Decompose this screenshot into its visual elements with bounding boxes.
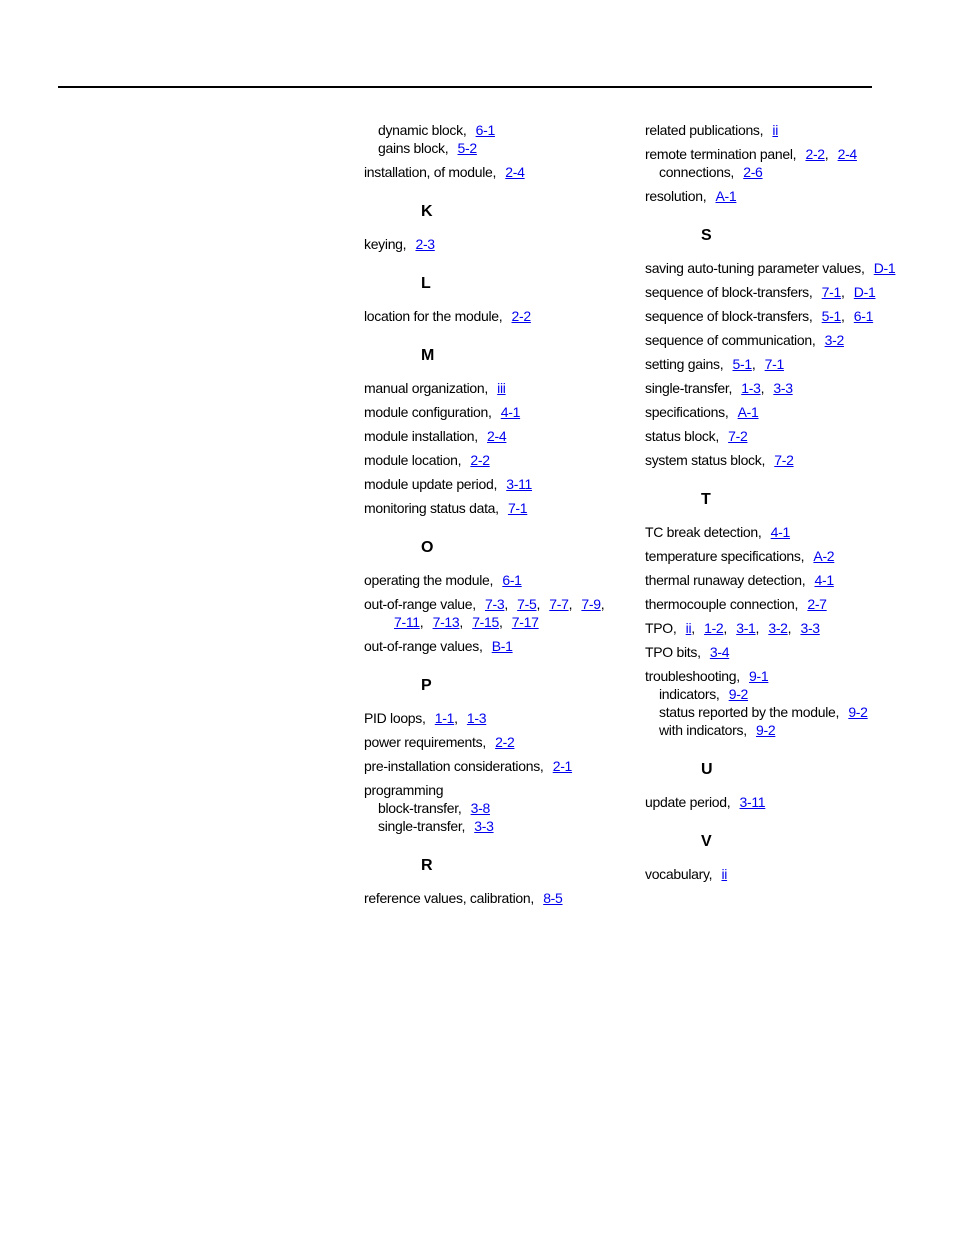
index-term-line: out-of-range value, 7-3, 7-5, 7-7, 7-9, — [364, 596, 605, 612]
letter-heading: L — [421, 275, 431, 292]
page-ref-link[interactable]: 5-2 — [457, 140, 477, 156]
index-term: reference values, calibration — [364, 890, 531, 906]
index-term-line: manual organization, iii — [364, 380, 506, 396]
index-term: single-transfer — [378, 818, 462, 834]
index-entry — [364, 709, 629, 727]
page-ref-link[interactable]: 2-4 — [487, 428, 507, 444]
index-term-line: specifications, A-1 — [645, 404, 759, 420]
index-term: sequence of block-transfers — [645, 284, 809, 300]
page-ref-link[interactable]: ii — [721, 866, 728, 882]
index-term: dynamic block — [378, 122, 463, 138]
index-term: keying — [364, 236, 403, 252]
page-ref-link[interactable]: 3-4 — [709, 644, 730, 660]
page-ref-link[interactable]: 7-1 — [821, 284, 842, 300]
page-ref-link[interactable]: 1-3 — [466, 710, 487, 726]
index-term-line: operating the module, 6-1 — [364, 572, 522, 588]
index-subentry: 7-11, 7-13, 7-15, 7-17 — [394, 614, 539, 630]
index-term: out-of-range values — [364, 638, 479, 654]
index-term: related publications — [645, 122, 760, 138]
index-entry — [645, 355, 935, 373]
index-term: gains block — [378, 140, 445, 156]
index-entry — [645, 619, 935, 637]
index-term: system status block — [645, 452, 762, 468]
page-ref-link[interactable]: 7-5 — [517, 596, 537, 612]
index-entry — [645, 187, 935, 205]
page-ref-link[interactable]: 7-17 — [511, 614, 539, 630]
index-entry — [645, 403, 935, 421]
index-entry — [364, 121, 629, 157]
index-term: sequence of block-transfers — [645, 308, 809, 324]
page-ref-link[interactable]: 1-1 — [434, 710, 455, 726]
index-column-left — [364, 121, 629, 913]
index-term-line: saving auto-tuning parameter values, D-1 — [645, 260, 896, 276]
index-term: module update period — [364, 476, 494, 492]
index-subentry: dynamic block, 6-1 — [378, 122, 495, 138]
page-ref-link[interactable]: 2-1 — [552, 758, 573, 774]
page-ref-link[interactable]: 7-9 — [581, 596, 601, 612]
index-entry — [364, 163, 629, 181]
index-term: saving auto-tuning parameter values — [645, 260, 861, 276]
index-term-line: location for the module, 2-2 — [364, 308, 531, 324]
page-ref-link[interactable]: 2-2 — [495, 734, 515, 750]
page-ref-link[interactable]: 7-2 — [728, 428, 748, 444]
index-term: remote termination panel — [645, 146, 793, 162]
letter-heading: M — [421, 347, 435, 364]
index-entry — [645, 547, 935, 565]
index-term: connections — [659, 164, 731, 180]
index-term: programming — [364, 782, 444, 798]
index-entry — [645, 121, 935, 139]
page-ref-link[interactable]: 9-2 — [756, 722, 776, 738]
index-term: temperature specifications — [645, 548, 801, 564]
index-term: with indicators — [659, 722, 744, 738]
index-entry — [645, 451, 935, 469]
index-subentry: status reported by the module, 9-2 — [659, 704, 868, 720]
index-entry — [645, 793, 935, 811]
index-term-line: keying, 2-3 — [364, 236, 435, 252]
page-ref-link[interactable]: 8-5 — [543, 890, 563, 906]
page-ref-link[interactable]: 4-1 — [770, 524, 791, 540]
page-ref-link[interactable]: 3-3 — [474, 818, 494, 834]
index-term-line: module location, 2-2 — [364, 452, 490, 468]
index-term: block-transfer — [378, 800, 458, 816]
index-term: power requirements — [364, 734, 483, 750]
index-subentry: block-transfer, 3-8 — [378, 800, 490, 816]
index-term: status reported by the module — [659, 704, 836, 720]
index-entry — [364, 781, 629, 835]
index-term-line: module installation, 2-4 — [364, 428, 507, 444]
index-term: operating the module — [364, 572, 490, 588]
index-term: monitoring status data — [364, 500, 496, 516]
page-ref-link[interactable]: A-1 — [737, 404, 759, 420]
page-ref-link[interactable]: 9-2 — [728, 686, 749, 702]
index-column-right — [645, 121, 935, 889]
page-ref-link[interactable]: 6-1 — [853, 308, 874, 324]
page-ref-link[interactable]: D-1 — [853, 284, 876, 300]
index-term: specifications — [645, 404, 725, 420]
page-ref-link[interactable]: 5-1 — [732, 356, 752, 372]
index-term-line: TPO bits, 3-4 — [645, 644, 730, 660]
page-ref-link[interactable]: 2-2 — [511, 308, 531, 324]
index-term-line: sequence of communication, 3-2 — [645, 332, 844, 348]
index-term: setting gains — [645, 356, 720, 372]
index-entry — [645, 667, 935, 739]
index-term-line: vocabulary, ii — [645, 866, 728, 882]
index-term: pre-installation considerations — [364, 758, 540, 774]
page-ref-link[interactable]: ii — [685, 620, 692, 636]
page-ref-link[interactable]: 7-11 — [394, 614, 420, 630]
page-ref-link[interactable]: 4-1 — [500, 404, 521, 420]
page-ref-link[interactable]: 3-11 — [739, 794, 766, 810]
letter-heading: O — [421, 539, 434, 556]
page-ref-link[interactable]: 7-2 — [774, 452, 794, 468]
index-term-line: single-transfer, 1-3, 3-3 — [645, 380, 793, 396]
index-term-line: update period, 3-11 — [645, 794, 766, 810]
page-ref-link[interactable]: iii — [497, 380, 506, 396]
page-ref-link[interactable]: 7-1 — [764, 356, 784, 372]
page-ref-link[interactable]: 6-1 — [475, 122, 495, 138]
index-term: installation, of module — [364, 164, 493, 180]
index-term: update period — [645, 794, 727, 810]
page-ref-link[interactable]: 4-1 — [814, 572, 834, 588]
index-term: sequence of communication — [645, 332, 812, 348]
letter-heading: K — [421, 203, 433, 220]
page-ref-link[interactable]: ii — [772, 122, 779, 138]
index-entry — [364, 889, 629, 907]
page-ref-link[interactable]: 3-2 — [824, 332, 844, 348]
page-ref-link[interactable]: 7-15 — [472, 614, 500, 630]
index-term-line: TPO, ii, 1-2, 3-1, 3-2, 3-3 — [645, 620, 820, 636]
index-term-line: monitoring status data, 7-1 — [364, 500, 528, 516]
page-ref-link[interactable]: 2-4 — [505, 164, 525, 180]
index-entry — [645, 259, 935, 277]
page-ref-link[interactable]: 9-1 — [749, 668, 769, 684]
index-term-line: setting gains, 5-1, 7-1 — [645, 356, 784, 372]
letter-heading: S — [701, 227, 712, 244]
index-term: PID loops — [364, 710, 422, 726]
index-entry — [645, 523, 935, 541]
index-term-line: TC break detection, 4-1 — [645, 524, 791, 540]
index-term: indicators — [659, 686, 716, 702]
index-term-line: out-of-range values, B-1 — [364, 638, 513, 654]
index-term: status block — [645, 428, 716, 444]
index-entry — [364, 499, 629, 517]
page-ref-link[interactable]: D-1 — [873, 260, 896, 276]
index-term: location for the module — [364, 308, 499, 324]
page-ref-link[interactable]: 5-1 — [821, 308, 842, 324]
page-ref-link[interactable]: 3-8 — [470, 800, 490, 816]
page-ref-link[interactable]: 3-3 — [773, 380, 793, 396]
page-ref-link[interactable]: 3-3 — [800, 620, 820, 636]
index-entry — [645, 145, 935, 181]
page-ref-link[interactable]: 1-2 — [704, 620, 724, 636]
index-entry — [364, 403, 629, 421]
index-term: thermal runaway detection — [645, 572, 802, 588]
index-term: resolution — [645, 188, 703, 204]
letter-heading: U — [701, 761, 713, 778]
index-term-line: module configuration, 4-1 — [364, 404, 521, 420]
index-term-line: sequence of block-transfers, 7-1, D-1 — [645, 284, 876, 300]
index-entry — [364, 379, 629, 397]
index-term-line: system status block, 7-2 — [645, 452, 794, 468]
index-entry — [364, 475, 629, 493]
page-ref-link[interactable]: 7-13 — [432, 614, 460, 630]
letter-heading: R — [421, 857, 433, 874]
index-term: thermocouple connection — [645, 596, 795, 612]
page-ref-link[interactable]: 2-7 — [807, 596, 827, 612]
page-ref-link[interactable]: 3-1 — [736, 620, 756, 636]
index-entry — [364, 427, 629, 445]
letter-heading: P — [421, 677, 432, 694]
index-subentry: connections, 2-6 — [659, 164, 763, 180]
index-term: vocabulary — [645, 866, 709, 882]
index-term-line: PID loops, 1-1, 1-3 — [364, 710, 487, 726]
index-term-line: temperature specifications, A-2 — [645, 548, 835, 564]
index-term-line: thermocouple connection, 2-7 — [645, 596, 827, 612]
page-ref-link[interactable]: 7-3 — [485, 596, 505, 612]
index-term-line: related publications, ii — [645, 122, 779, 138]
index-term-line: pre-installation considerations, 2-1 — [364, 758, 573, 774]
page-ref-link[interactable]: 9-2 — [848, 704, 868, 720]
index-entry — [645, 379, 935, 397]
index-term: module configuration — [364, 404, 488, 420]
index-entry — [645, 307, 935, 325]
page-ref-link[interactable]: 1-3 — [741, 380, 761, 396]
index-entry — [364, 637, 629, 655]
index-term: single-transfer — [645, 380, 729, 396]
index-entry — [364, 757, 629, 775]
index-term-line: status block, 7-2 — [645, 428, 748, 444]
index-term: TC break detection — [645, 524, 758, 540]
index-subentry: indicators, 9-2 — [659, 686, 749, 702]
page-ref-link[interactable]: 2-2 — [805, 146, 825, 162]
index-term-line: reference values, calibration, 8-5 — [364, 890, 563, 906]
index-term-line: thermal runaway detection, 4-1 — [645, 572, 834, 588]
index-entry — [364, 307, 629, 325]
index-term-line: troubleshooting, 9-1 — [645, 668, 769, 684]
index-term-line — [364, 781, 629, 799]
letter-heading: T — [701, 491, 711, 508]
page-ref-link[interactable]: 3-2 — [768, 620, 788, 636]
index-term-line: resolution, A-1 — [645, 188, 737, 204]
index-term: troubleshooting — [645, 668, 737, 684]
index-subentry: single-transfer, 3-3 — [378, 818, 494, 834]
page-ref-link[interactable]: 6-1 — [502, 572, 522, 588]
page-ref-link[interactable]: A-2 — [813, 548, 835, 564]
index-subentry: gains block, 5-2 — [378, 140, 477, 156]
index-subentry: with indicators, 9-2 — [659, 722, 776, 738]
index-term: module location — [364, 452, 458, 468]
index-entry — [645, 427, 935, 445]
index-entry — [645, 595, 935, 613]
header-rule — [58, 86, 872, 88]
index-term: TPO — [645, 620, 673, 636]
index-term: TPO bits — [645, 644, 698, 660]
index-entry — [364, 733, 629, 751]
page-ref-link[interactable]: B-1 — [491, 638, 513, 654]
index-term: out-of-range value — [364, 596, 473, 612]
page-ref-link[interactable]: 2-2 — [470, 452, 490, 468]
page-ref-link[interactable]: 7-1 — [507, 500, 528, 516]
index-term-line: module update period, 3-11 — [364, 476, 533, 492]
index-entry — [364, 571, 629, 589]
index-term-line: installation, of module, 2-4 — [364, 164, 525, 180]
index-entry — [364, 595, 629, 631]
index-entry — [364, 451, 629, 469]
index-entry — [645, 865, 935, 883]
index-term-line: remote termination panel, 2-2, 2-4 — [645, 146, 857, 162]
index-term-line: sequence of block-transfers, 5-1, 6-1 — [645, 308, 874, 324]
page-ref-link[interactable]: 2-6 — [743, 164, 763, 180]
index-entry — [645, 643, 935, 661]
index-entry — [645, 571, 935, 589]
index-entry — [645, 331, 935, 349]
index-term: module installation — [364, 428, 475, 444]
page-ref-link[interactable]: 3-11 — [506, 476, 533, 492]
page-ref-link[interactable]: 7-7 — [549, 596, 569, 612]
index-term-line: power requirements, 2-2 — [364, 734, 515, 750]
page-ref-link[interactable]: A-1 — [715, 188, 737, 204]
page-ref-link[interactable]: 2-4 — [837, 146, 857, 162]
index-entry — [645, 283, 935, 301]
index-entry — [364, 235, 629, 253]
letter-heading: V — [701, 833, 712, 850]
page-ref-link[interactable]: 2-3 — [415, 236, 435, 252]
index-term: manual organization — [364, 380, 485, 396]
